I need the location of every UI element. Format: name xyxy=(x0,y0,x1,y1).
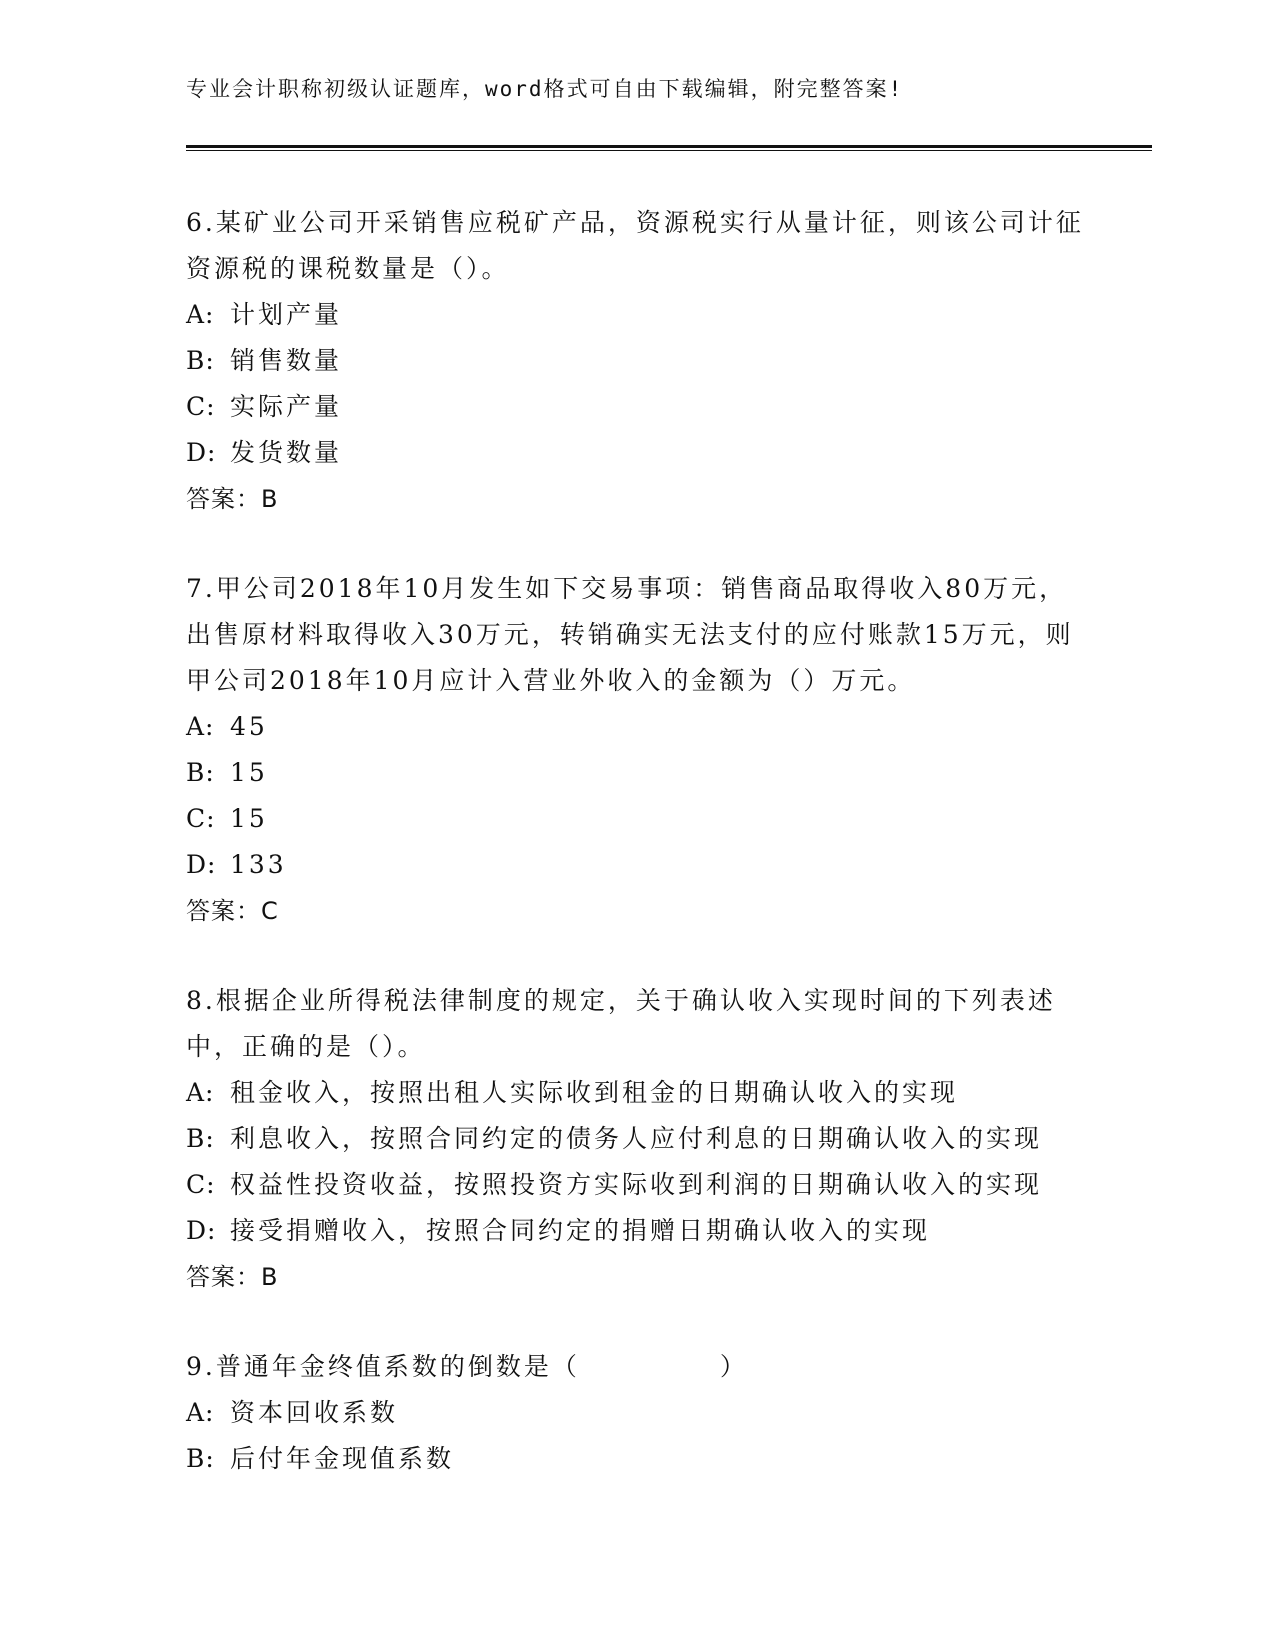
option-b xyxy=(186,1436,1086,1482)
option-b xyxy=(186,1116,1086,1162)
option-letter: A: xyxy=(186,1398,215,1427)
option-a xyxy=(186,1070,1086,1116)
option-a xyxy=(186,292,1086,338)
option-letter: C: xyxy=(186,804,216,833)
option-letter: D: xyxy=(186,1216,217,1245)
question-stem: 7.甲公司2018年10月发生如下交易事项：销售商品取得收入80万元，出售原材料取得收入30万元，转销确实无法支付的应付账款15万元，则甲公司2018年10月应计入营业外收入的金额为（）万元。 xyxy=(186,574,1074,695)
option-a xyxy=(186,704,1086,750)
option-text: 租金收入，按照出租人实际收到租金的日期确认收入的实现 xyxy=(230,1078,959,1107)
option-letter: D: xyxy=(186,438,217,467)
answer-line xyxy=(186,888,1086,934)
question-stem: 8.根据企业所得税法律制度的规定，关于确认收入实现时间的下列表述中，正确的是（）。 xyxy=(186,986,1056,1061)
option-letter: A: xyxy=(186,300,215,329)
option-letter: B: xyxy=(186,1124,215,1153)
option-b xyxy=(186,338,1086,384)
option-text: 权益性投资收益，按照投资方实际收到利润的日期确认收入的实现 xyxy=(230,1170,1043,1199)
answer-label: 答案： xyxy=(186,897,261,925)
option-letter: B: xyxy=(186,1444,215,1473)
option-text: 计划产量 xyxy=(230,300,343,329)
question-9 xyxy=(186,1344,1086,1482)
option-text: 资本回收系数 xyxy=(230,1398,399,1427)
answer-value: C xyxy=(261,897,279,925)
option-c xyxy=(186,384,1086,430)
option-text: 15 xyxy=(230,804,268,833)
header-divider-thin xyxy=(186,150,1152,151)
option-d xyxy=(186,842,1086,888)
option-text: 接受捐赠收入，按照合同约定的捐赠日期确认收入的实现 xyxy=(230,1216,931,1245)
answer-value: B xyxy=(261,485,279,513)
header-divider-thick xyxy=(186,145,1152,148)
option-letter: B: xyxy=(186,346,215,375)
question-8 xyxy=(186,978,1086,1300)
option-a xyxy=(186,1390,1086,1436)
option-text: 销售数量 xyxy=(230,346,343,375)
answer-label: 答案： xyxy=(186,485,261,513)
answer-line xyxy=(186,476,1086,522)
option-text: 发货数量 xyxy=(230,438,343,467)
option-text: 45 xyxy=(230,712,268,741)
option-c xyxy=(186,1162,1086,1208)
option-letter: A: xyxy=(186,1078,215,1107)
option-text: 实际产量 xyxy=(230,392,343,421)
option-text: 133 xyxy=(230,850,287,879)
option-letter: A: xyxy=(186,712,215,741)
option-letter: D: xyxy=(186,850,217,879)
answer-label: 答案： xyxy=(186,1263,261,1291)
question-list xyxy=(186,200,1086,1526)
option-letter: B: xyxy=(186,758,215,787)
option-c xyxy=(186,796,1086,842)
question-stem: 9.普通年金终值系数的倒数是（ ） xyxy=(186,1352,748,1381)
option-letter: C: xyxy=(186,392,216,421)
option-letter: C: xyxy=(186,1170,216,1199)
option-text: 15 xyxy=(230,758,268,787)
answer-value: B xyxy=(261,1263,279,1291)
option-b xyxy=(186,750,1086,796)
answer-line xyxy=(186,1254,1086,1300)
option-d xyxy=(186,430,1086,476)
option-text: 利息收入，按照合同约定的债务人应付利息的日期确认收入的实现 xyxy=(230,1124,1043,1153)
page-header: 专业会计职称初级认证题库，word格式可自由下载编辑，附完整答案! xyxy=(186,77,904,101)
question-stem: 6.某矿业公司开采销售应税矿产品，资源税实行从量计征，则该公司计征资源税的课税数量是（）。 xyxy=(186,208,1084,283)
question-7 xyxy=(186,566,1086,934)
option-text: 后付年金现值系数 xyxy=(230,1444,455,1473)
question-6 xyxy=(186,200,1086,522)
option-d xyxy=(186,1208,1086,1254)
